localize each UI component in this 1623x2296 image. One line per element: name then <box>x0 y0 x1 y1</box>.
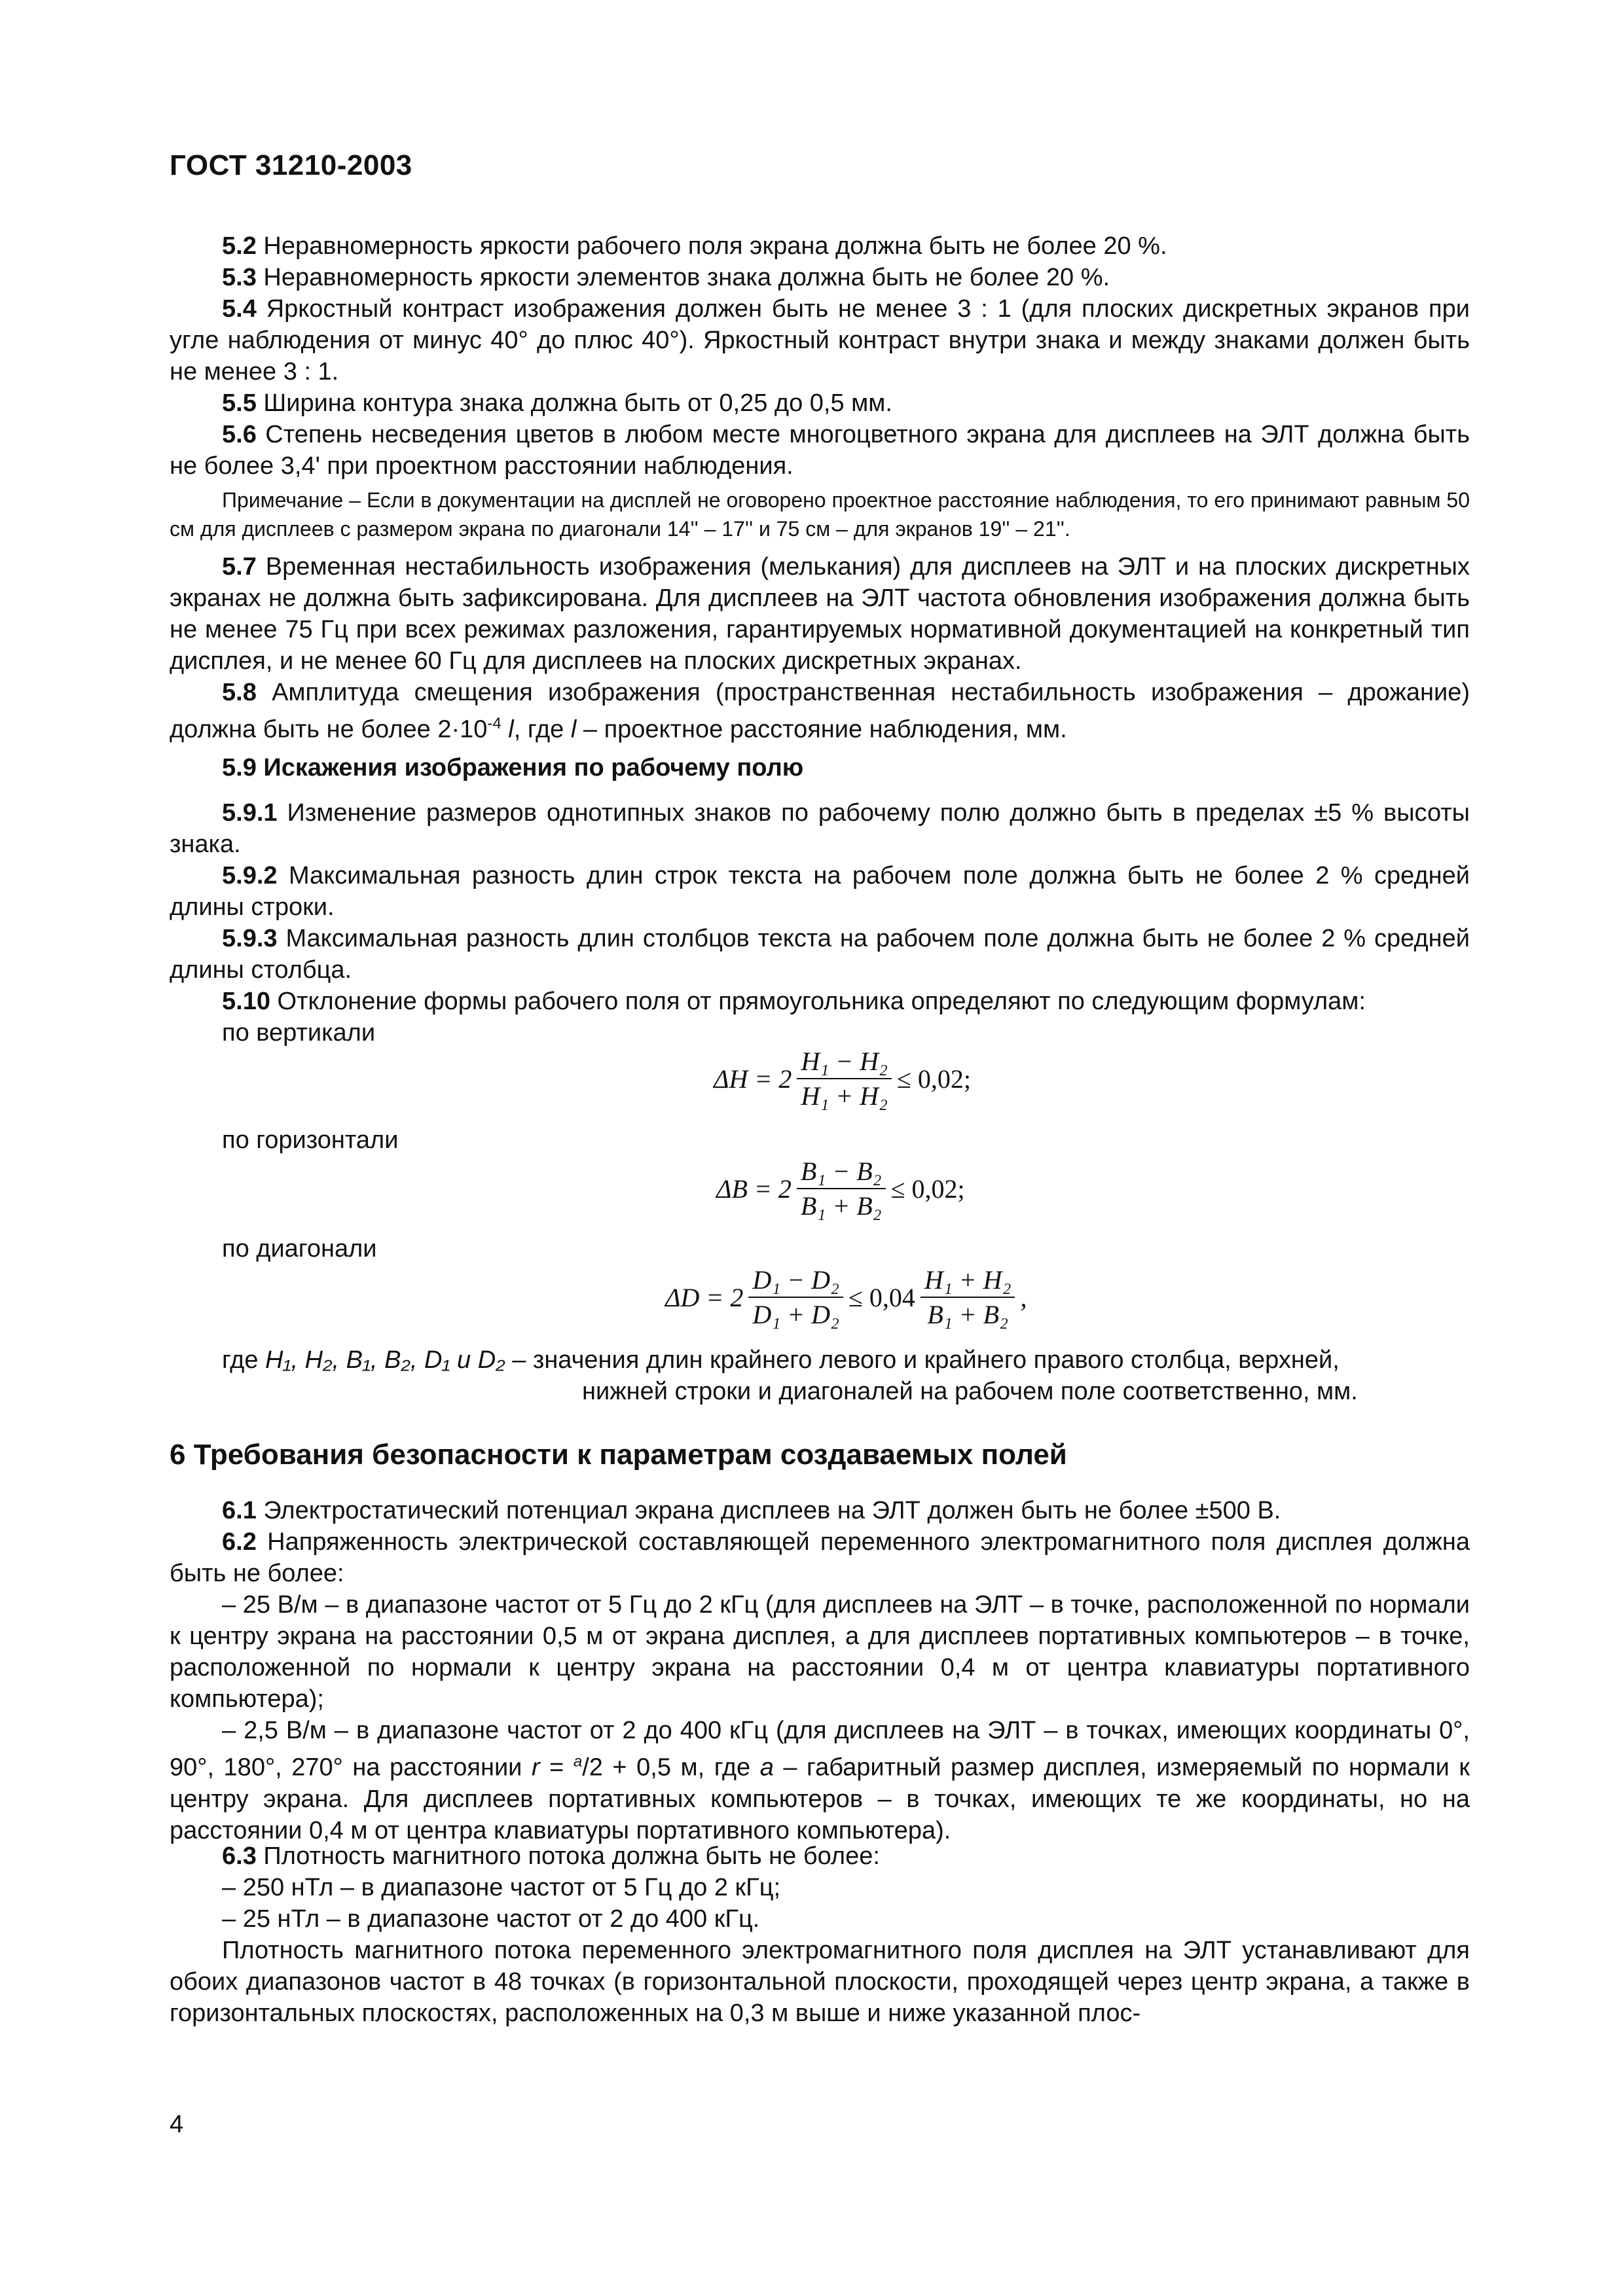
clause-text: + 0,5 м, где <box>602 1753 760 1782</box>
formula-fraction <box>797 1046 892 1111</box>
subsection-heading-5-9: 5.9 Искажения изображения по рабочему полю <box>222 754 804 781</box>
clause-number: 5.9.3 <box>222 925 278 952</box>
clause-5-3 <box>170 262 1470 293</box>
clause-text: Максимальная разность длин строк текста на рабочем поле должна быть не более 2 % средней длины строки. <box>170 862 1470 921</box>
formula-fraction <box>748 1265 843 1330</box>
formula-lhs: ΔH = 2 <box>714 1064 792 1094</box>
formula-fraction <box>797 1156 886 1221</box>
clause-5-2 <box>170 230 1470 262</box>
clause-text: Изменение размеров однотипных знаков по рабочему полю должно быть в пределах ±5 % высоты знака. <box>170 799 1470 858</box>
formula-lhs: ΔD = 2 <box>665 1282 744 1312</box>
clause-6-2-item-2 <box>170 1715 1470 1846</box>
formula-end: , <box>1020 1282 1027 1312</box>
where-line-1: – значения длин крайнего левого и крайнего правого столбца, верхней, <box>505 1346 1340 1374</box>
note-text: Примечание – Если в документации на дисплей не оговорено проектное расстояние наблюдения, то его принимают равным 50 см для дисплеев с размером экрана по диагонали 14'' – 17'' и 75 см – для экранов 19'' – 21''. <box>170 488 1470 541</box>
clause-text: Напряженность электрической составляющей переменного электромагнитного поля дисплея должна быть не более: <box>170 1528 1470 1587</box>
clause-number: 5.9.2 <box>222 862 278 889</box>
formula-lhs: ΔB = 2 <box>716 1174 792 1204</box>
clause-text: – 2,5 В/м – в диапазоне частот от 2 до 400 кГц (для дисплеев на ЭЛТ – в точках, имеющих координаты 0°, 90°, 180°, 270° на расстоянии <box>170 1717 1470 1782</box>
page-number: 4 <box>170 2111 184 2138</box>
clause-text: Временная нестабильность изображения (мелькания) для дисплеев на ЭЛТ и на плоских дискретных экранах не должна быть зафиксирована. Для дисплеев на ЭЛТ частота обновления изображения должна быть не менее 75 Гц при всех режимах разложения, гарантируемых нормативной документацией на конкретный тип дисплея, и не менее 60 Гц для дисплеев на плоских дискретных экранах. <box>170 553 1470 675</box>
variable-l: l <box>508 715 514 744</box>
divisor: /2 <box>582 1753 603 1782</box>
document-header: ГОСТ 31210-2003 <box>170 149 412 181</box>
clause-number: 6.3 <box>222 1842 257 1870</box>
label-diagonal: по диагонали <box>222 1235 377 1263</box>
clause-text: Амплитуда смещения изображения (пространственная нестабильность изображения – дрожание) должна быть не более 2·10 <box>170 679 1470 744</box>
clause-6-3-item-1: – 250 нТл – в диапазоне частот от 5 Гц до 2 кГц; <box>222 1874 781 1901</box>
formula-middle: ≤ 0,04 <box>848 1282 915 1312</box>
formula-rhs: ≤ 0,02; <box>896 1064 972 1094</box>
clause-text: Степень несведения цветов в любом месте многоцветного экрана для дисплеев на ЭЛТ должна быть не более 3,4' при проектном расстоянии наблюдения. <box>170 421 1470 480</box>
formula-fraction <box>921 1265 1015 1330</box>
clause-6-3-item-2: – 25 нТл – в диапазоне частот от 2 до 400 кГц. <box>222 1905 760 1933</box>
clause-number: 5.10 <box>222 988 270 1015</box>
clause-5-9-1 <box>170 797 1470 860</box>
clause-6-3-paragraph: Плотность магнитного потока переменного электромагнитного поля дисплея на ЭЛТ устанавливают для обоих диапазонов частот в 48 точках (в горизонтальной плоскости, проходящей через центр экрана, а также в горизонтальных плоскостях, расположенных на 0,3 м выше и ниже указанной плос- <box>170 1937 1470 2027</box>
clause-text: – проектное расстояние наблюдения, мм. <box>576 715 1067 744</box>
label-vertical: по вертикали <box>222 1019 376 1047</box>
clause-text: Яркостный контраст изображения должен быть не менее 3 : 1 (для плоских дискретных экранов при угле наблюдения от минус 40° до плюс 40°). Яркостный контраст внутри знака и между знаками должен быть не менее 3 : 1. <box>170 295 1470 386</box>
fraction-numerator: H₁ + H₂ <box>921 1265 1015 1298</box>
clause-5-9-3 <box>170 923 1470 986</box>
fraction-denominator: D₁ + D₂ <box>752 1300 839 1329</box>
clause-6-2 <box>170 1526 1470 1589</box>
fraction-denominator: H₁ + H₂ <box>801 1081 888 1111</box>
exponent: -4 <box>487 715 501 732</box>
variable-l: l <box>570 715 577 744</box>
clause-text: Максимальная разность длин столбцов текста на рабочем поле должна быть не более 2 % средней длины столбца. <box>170 925 1470 984</box>
fraction-denominator: B₁ + B₂ <box>927 1300 1009 1329</box>
clause-text: Отклонение формы рабочего поля от прямоугольника определяют по следующим формулам: <box>270 988 1366 1015</box>
clause-text: Электростатический потенциал экрана дисплеев на ЭЛТ должен быть не более ±500 В. <box>256 1497 1281 1524</box>
clause-number: 6.1 <box>222 1497 257 1524</box>
where-line-2: нижней строки и диагоналей на рабочем поле соответственно, мм. <box>582 1378 1358 1405</box>
fraction-denominator: B₁ + B₂ <box>800 1191 882 1221</box>
clause-text: Ширина контура знака должна быть от 0,25 до 0,5 мм. <box>256 389 892 417</box>
formula-delta-h <box>714 1046 971 1111</box>
fraction-numerator: D₁ − D₂ <box>748 1265 843 1298</box>
clause-number: 5.5 <box>222 389 257 417</box>
clause-number: 5.8 <box>222 679 257 706</box>
clause-5-5 <box>170 387 1470 419</box>
clause-number: 6.2 <box>222 1528 257 1556</box>
clause-text: Неравномерность яркости элементов знака должна быть не более 20 %. <box>256 264 1110 291</box>
label-horizontal: по горизонтали <box>222 1126 399 1154</box>
clause-5-4 <box>170 293 1470 387</box>
clause-5-10 <box>170 986 1470 1017</box>
where-variables: H₁, H₂, B₁, B₂, D₁ и D₂ <box>265 1346 505 1374</box>
clause-5-7 <box>170 551 1470 677</box>
variable-a: a <box>759 1753 774 1782</box>
clause-5-9-2 <box>170 860 1470 923</box>
clause-text: , где <box>513 715 571 744</box>
clause-number: 5.6 <box>222 421 257 448</box>
clause-5-8 <box>170 677 1470 745</box>
fraction-numerator: H₁ − H₂ <box>797 1046 892 1079</box>
clause-text: – габаритный размер дисплея, измеряемый по нормали к центру экрана. Для дисплеев портативных компьютеров – в точках, имеющих те же координаты, но на расстоянии 0,4 м от центра клавиатуры портативного компьютера). <box>170 1753 1470 1844</box>
clause-number: 5.7 <box>222 553 257 581</box>
formula-delta-d <box>665 1265 1027 1330</box>
variable-r: r <box>531 1753 540 1782</box>
variable-definitions <box>222 1344 1470 1407</box>
clause-6-1 <box>170 1495 1470 1526</box>
clause-number: 5.2 <box>222 232 257 260</box>
clause-6-3 <box>170 1840 1470 1872</box>
section-heading-6: 6 Требования безопасности к параметрам создаваемых полей <box>170 1439 1067 1471</box>
clause-text: Неравномерность яркости рабочего поля экрана должна быть не более 20 %. <box>256 232 1167 260</box>
formula-rhs: ≤ 0,02; <box>890 1174 965 1204</box>
clause-number: 5.9.1 <box>222 799 278 827</box>
clause-6-2-item-1: – 25 В/м – в диапазоне частот от 5 Гц до 2 кГц (для дисплеев на ЭЛТ – в точке, расположенной по нормали к центру экрана на расстоянии 0,5 м от экрана дисплея, а для дисплеев портативных компьютеров – в точке, расположенной по нормали к центру экрана на расстоянии 0,4 м от центра клавиатуры портативного компьютера); <box>170 1591 1470 1713</box>
clause-text: Плотность магнитного потока должна быть не более: <box>256 1842 880 1870</box>
where-prefix: где <box>222 1346 266 1374</box>
clause-5-6 <box>170 419 1470 482</box>
fraction-numerator: B₁ − B₂ <box>797 1156 886 1189</box>
equals-sign: = <box>539 1753 574 1782</box>
clause-number: 5.3 <box>222 264 257 291</box>
clause-number: 5.4 <box>222 295 257 323</box>
formula-delta-b <box>716 1156 965 1221</box>
variable-a-superscript: a <box>573 1753 583 1770</box>
